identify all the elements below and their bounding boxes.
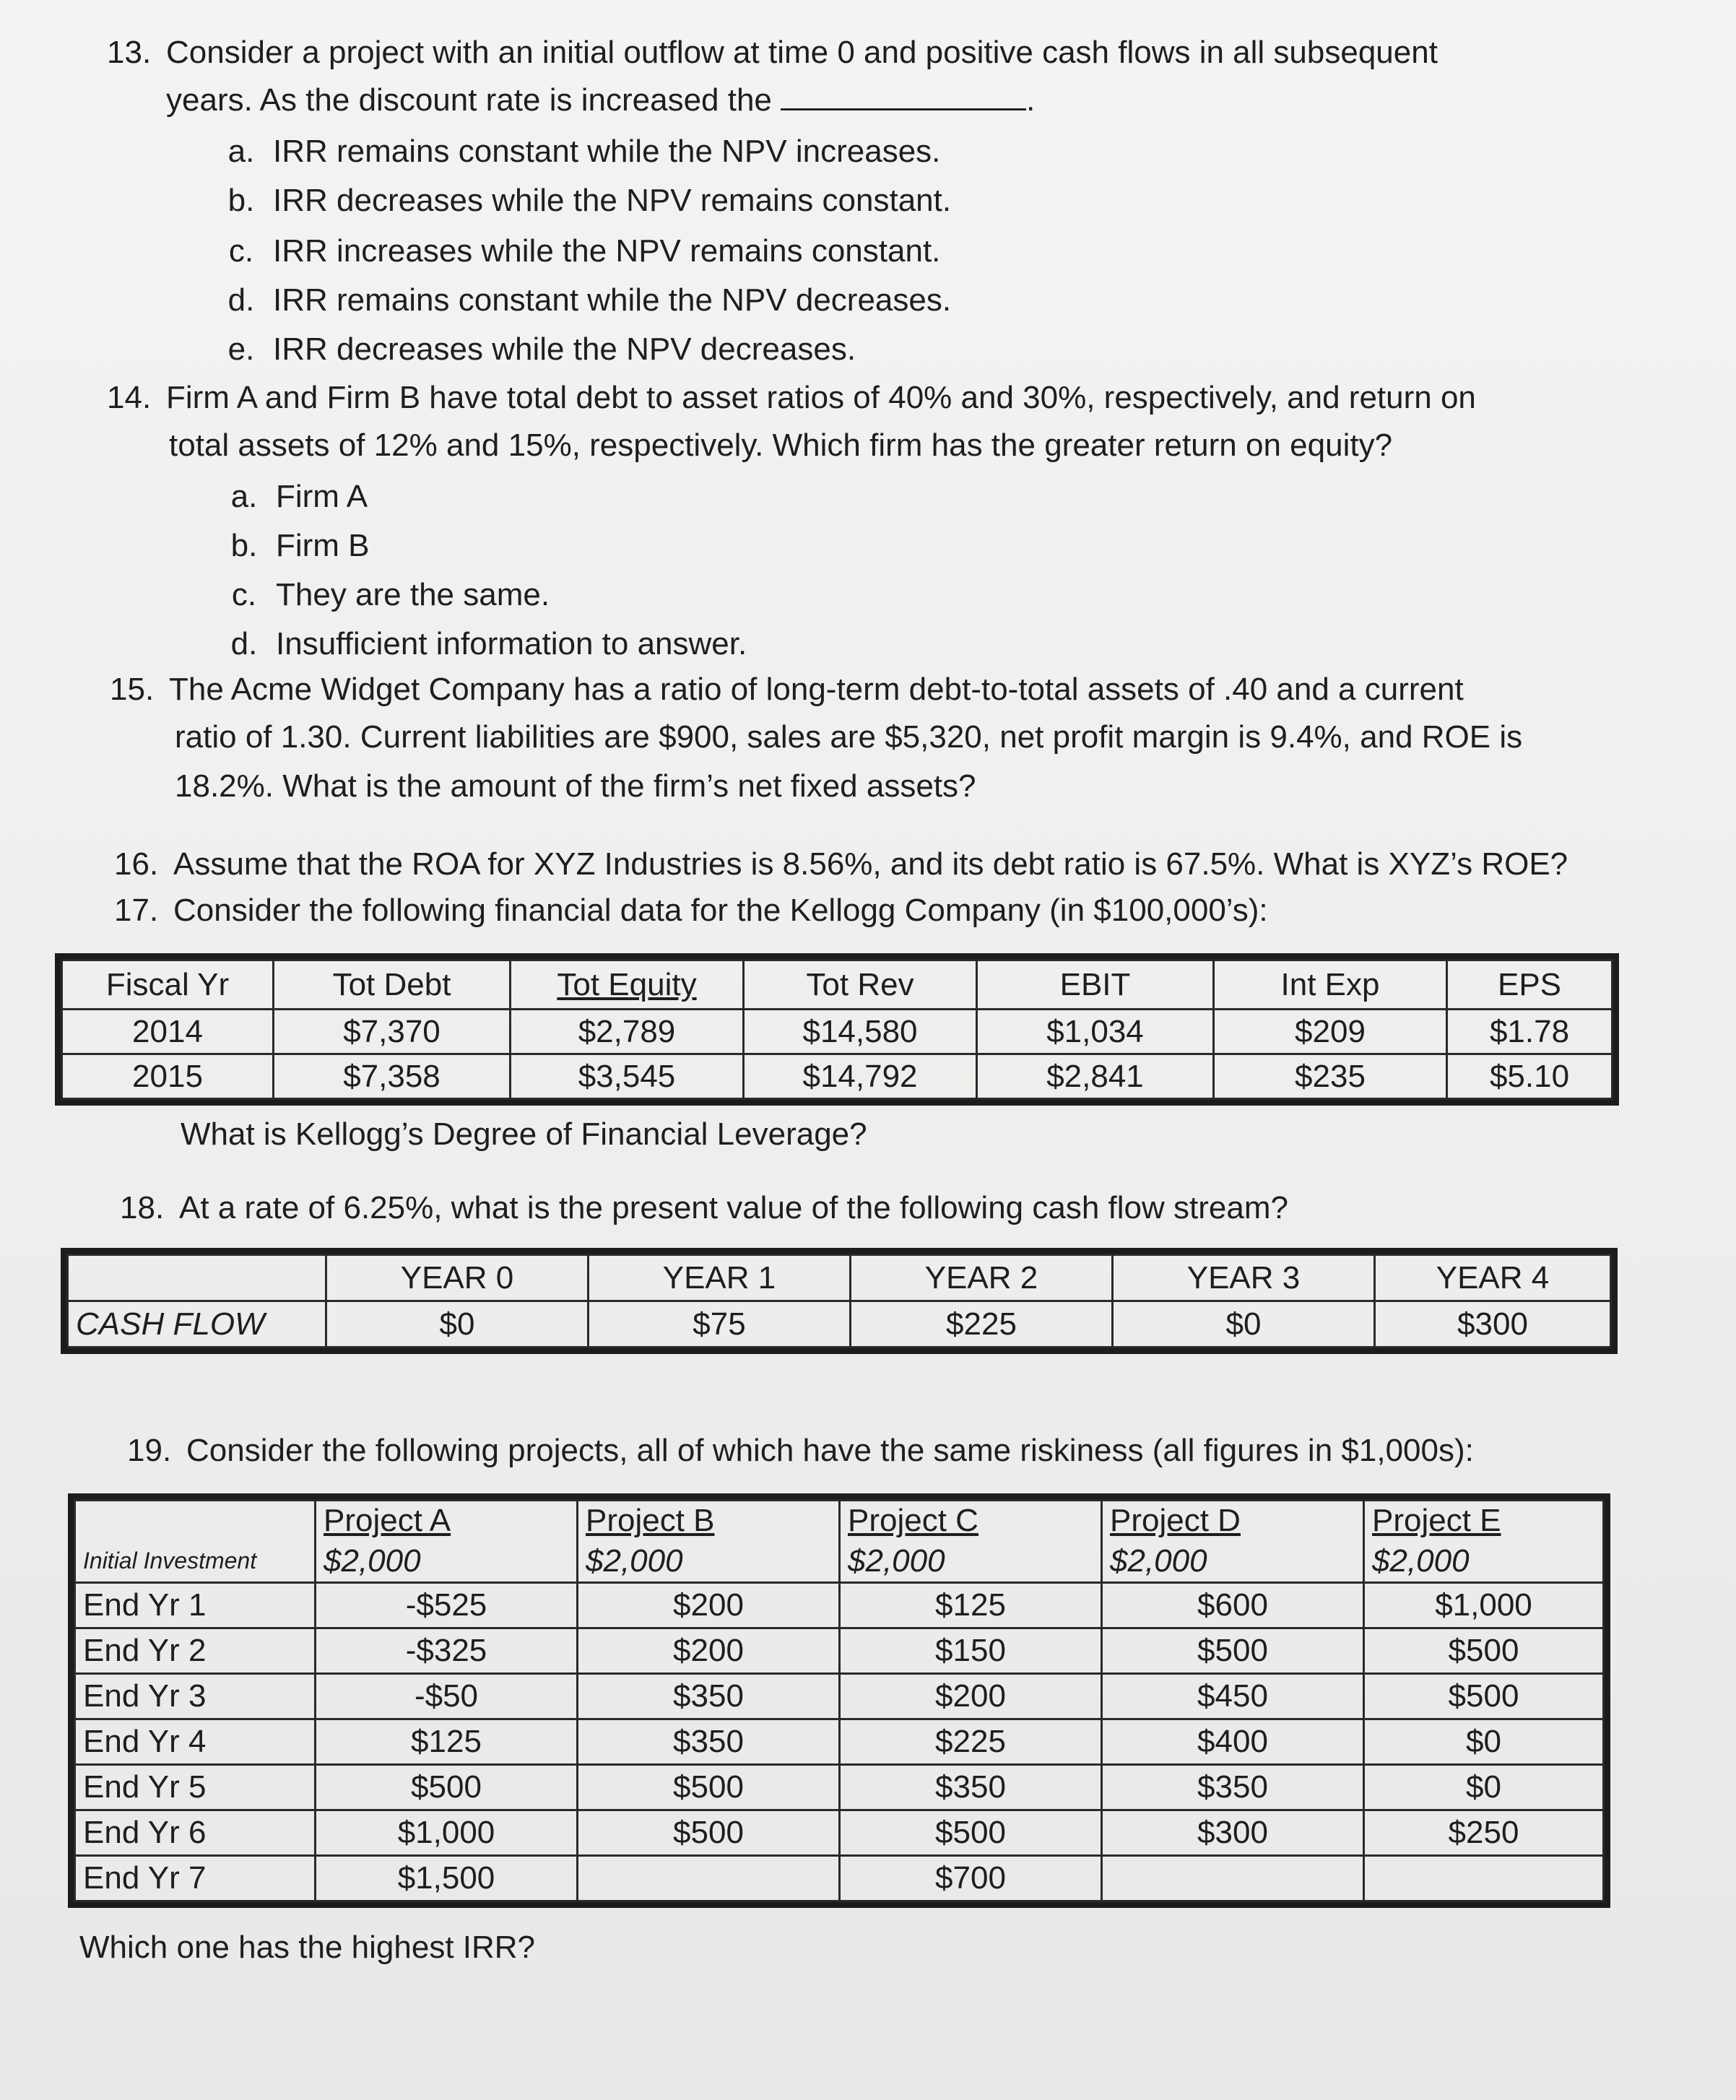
initial-cell: $2,000 [1102,1541,1364,1583]
kellogg-header-row [62,960,1613,1010]
q14-option-c [212,570,550,620]
cash-flow-cell: $0 [1113,1301,1375,1348]
cash-flow-table [66,1254,1612,1348]
q14-option-d [212,620,747,669]
projects-row-yr7 [75,1856,1604,1901]
year-label: End Yr 7 [75,1856,316,1901]
kellogg-cell: $14,792 [744,1054,977,1099]
year-label: End Yr 2 [75,1628,316,1674]
projects-row-yr3 [75,1674,1604,1719]
q13-answer-blank[interactable] [781,77,1026,110]
projects-row-yr5 [75,1765,1604,1810]
q13-option-a [209,127,940,176]
initial-investment-label: Initial Investment [75,1541,316,1583]
option-text: IRR increases while the NPV remains constant. [273,233,941,269]
year-label: End Yr 3 [75,1674,316,1719]
q16-number: 16. [114,846,159,882]
option-text: Firm A [276,479,368,514]
kellogg-cell: $235 [1214,1054,1447,1099]
project-cell: $350 [1102,1765,1364,1810]
q18-text: At a rate of 6.25%, what is the present value of the following cash flow stream? [179,1190,1288,1225]
q13-line1 [107,29,1438,77]
q13-option-b [209,176,951,225]
kellogg-cell: $7,370 [274,1010,511,1054]
project-cell: $450 [1102,1674,1364,1719]
q13-option-e [209,325,856,374]
project-cell: $150 [840,1628,1102,1674]
cash-flow-cell: $300 [1375,1301,1611,1348]
q15-line3: 18.2%. What is the amount of the firm’s net fixed assets? [175,768,976,804]
option-letter: c. [228,233,254,269]
kellogg-cell: 2014 [62,1010,274,1054]
projects-table [74,1499,1605,1902]
q16-line [114,841,1568,888]
project-cell: $700 [840,1856,1102,1901]
q15-text-line1: The Acme Widget Company has a ratio of long-term debt-to-total assets of .40 and a current [169,672,1464,707]
cash-flow-header-year1: YEAR 1 [589,1255,851,1301]
option-letter: a. [227,134,255,169]
project-cell: $200 [840,1674,1102,1719]
project-cell [1364,1856,1604,1901]
project-c-header: Project C [840,1501,1102,1541]
cash-flow-header-row [68,1255,1611,1301]
project-b-header: Project B [578,1501,840,1541]
project-cell: $225 [840,1719,1102,1765]
year-label: End Yr 5 [75,1765,316,1810]
kellogg-header-tot-rev: Tot Rev [744,960,977,1010]
projects-row-yr2 [75,1628,1604,1674]
initial-cell: $2,000 [316,1541,578,1583]
q17-number: 17. [114,893,159,928]
q15-number: 15. [110,672,155,707]
initial-cell: $2,000 [1364,1541,1604,1583]
kellogg-cell: $209 [1214,1010,1447,1054]
q14-text-line1: Firm A and Firm B have total debt to asset ratios of 40% and 30%, respectively, and return on [166,380,1476,415]
project-cell [578,1856,840,1901]
project-cell: $0 [1364,1765,1604,1810]
q19-question: Which one has the highest IRR? [79,1930,536,1965]
project-d-header: Project D [1102,1501,1364,1541]
year-label: End Yr 4 [75,1719,316,1765]
kellogg-cell: $2,841 [977,1054,1214,1099]
year-label: End Yr 6 [75,1810,316,1856]
q13-text-line2: years. As the discount rate is increased the [166,82,772,118]
q19-text: Consider the following projects, all of which have the same riskiness (all figures in $1,000s): [186,1433,1474,1468]
q18-line [120,1184,1288,1232]
q17-text: Consider the following financial data for the Kellogg Company (in $100,000’s): [173,893,1268,928]
project-cell: $350 [578,1674,840,1719]
project-cell: $250 [1364,1810,1604,1856]
q14-option-b [212,521,370,570]
option-letter: c. [231,577,257,612]
option-text: Insufficient information to answer. [276,626,747,661]
q13-option-d [209,276,951,325]
kellogg-cell: $2,789 [511,1010,744,1054]
cash-flow-header-blank [68,1255,326,1301]
project-cell: $500 [578,1765,840,1810]
project-cell: $0 [1364,1719,1604,1765]
kellogg-row-2015 [62,1054,1613,1099]
project-cell: $300 [1102,1810,1364,1856]
q19-line [127,1427,1474,1475]
kellogg-cell: $3,545 [511,1054,744,1099]
kellogg-cell: $14,580 [744,1010,977,1054]
option-letter: d. [227,282,255,318]
cash-flow-header-year2: YEAR 2 [851,1255,1113,1301]
q14-number: 14. [107,380,152,415]
kellogg-header-tot-debt: Tot Debt [274,960,511,1010]
project-cell: $400 [1102,1719,1364,1765]
q18-number: 18. [120,1190,165,1225]
project-cell: $125 [840,1583,1102,1628]
option-text: IRR decreases while the NPV decreases. [273,331,856,367]
option-letter: e. [227,331,255,367]
kellogg-cell: $1,034 [977,1010,1214,1054]
projects-name-row [75,1501,1604,1541]
kellogg-header-tot-equity: Tot Equity [511,960,744,1010]
projects-row-yr6 [75,1810,1604,1856]
cash-flow-row-label: CASH FLOW [68,1301,326,1348]
q19-number: 19. [127,1433,172,1468]
project-cell: $200 [578,1628,840,1674]
project-cell: $500 [840,1810,1102,1856]
q13-text-line1: Consider a project with an initial outflow at time 0 and positive cash flows in all subsequent [166,35,1438,70]
kellogg-header-ebit: EBIT [977,960,1214,1010]
projects-row-yr4 [75,1719,1604,1765]
option-text: They are the same. [276,577,550,612]
q17-line [114,887,1268,934]
project-cell [1102,1856,1364,1901]
kellogg-cell: $5.10 [1447,1054,1613,1099]
year-label: End Yr 1 [75,1583,316,1628]
project-cell: $1,000 [1364,1583,1604,1628]
project-cell: $1,500 [316,1856,578,1901]
q14-line2: total assets of 12% and 15%, respectively. Which firm has the greater return on equity? [169,428,1393,463]
option-letter: b. [230,528,258,563]
kellogg-row-2014 [62,1010,1613,1054]
option-text: IRR decreases while the NPV remains constant. [273,183,952,218]
project-cell: $350 [840,1765,1102,1810]
cash-flow-row [68,1301,1611,1348]
kellogg-cell: $7,358 [274,1054,511,1099]
project-cell: $500 [578,1810,840,1856]
project-cell: $500 [1364,1628,1604,1674]
kellogg-cell: $1.78 [1447,1010,1613,1054]
cash-flow-cell: $225 [851,1301,1113,1348]
project-cell: $200 [578,1583,840,1628]
q13-line2 [166,77,1035,124]
option-text: IRR remains constant while the NPV increases. [273,134,941,169]
project-cell: $500 [316,1765,578,1810]
q13-option-c [209,227,940,276]
cash-flow-header-year0: YEAR 0 [326,1255,589,1301]
initial-cell: $2,000 [840,1541,1102,1583]
kellogg-cell: 2015 [62,1054,274,1099]
project-a-header: Project A [316,1501,578,1541]
projects-corner [75,1501,316,1541]
project-cell: $600 [1102,1583,1364,1628]
project-cell: $125 [316,1719,578,1765]
option-letter: a. [230,479,258,514]
project-e-header: Project E [1364,1501,1604,1541]
option-letter: d. [230,626,258,661]
q13-number: 13. [107,35,152,70]
option-text: IRR remains constant while the NPV decreases. [273,282,952,318]
q16-text: Assume that the ROA for XYZ Industries is 8.56%, and its debt ratio is 67.5%. What is XYZ’s ROE? [173,846,1568,882]
kellogg-table [61,959,1613,1100]
initial-cell: $2,000 [578,1541,840,1583]
project-cell: $500 [1364,1674,1604,1719]
option-text: Firm B [276,528,370,563]
project-cell: $500 [1102,1628,1364,1674]
q17-question: What is Kellogg’s Degree of Financial Leverage? [181,1116,867,1152]
project-cell: -$50 [316,1674,578,1719]
cash-flow-header-year3: YEAR 3 [1113,1255,1375,1301]
kellogg-header-int-exp: Int Exp [1214,960,1447,1010]
projects-row-yr1 [75,1583,1604,1628]
kellogg-header-eps: EPS [1447,960,1613,1010]
kellogg-header-fiscal-yr: Fiscal Yr [62,960,274,1010]
cash-flow-cell: $75 [589,1301,851,1348]
q14-line1 [107,374,1476,422]
q15-line1 [110,666,1464,713]
project-cell: -$525 [316,1583,578,1628]
q15-line2: ratio of 1.30. Current liabilities are $900, sales are $5,320, net profit margin is 9.4%, and ROE is [175,719,1523,755]
cash-flow-cell: $0 [326,1301,589,1348]
project-cell: $350 [578,1719,840,1765]
cash-flow-header-year4: YEAR 4 [1375,1255,1611,1301]
option-letter: b. [227,183,255,218]
projects-initial-row [75,1541,1604,1583]
project-cell: -$325 [316,1628,578,1674]
q14-option-a [212,472,368,521]
q13-line2-end: . [1026,82,1036,118]
project-cell: $1,000 [316,1810,578,1856]
